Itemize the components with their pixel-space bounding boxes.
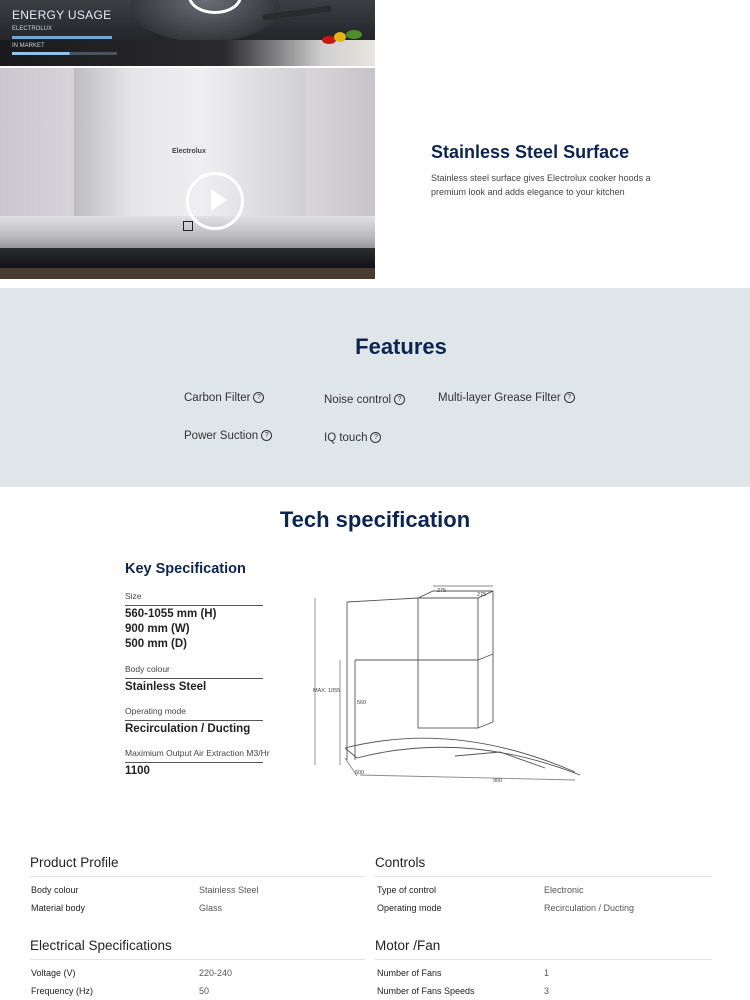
size-depth-value: 500 mm (D) [125, 638, 187, 650]
spec-label: Frequency (Hz) [31, 986, 94, 996]
max-output-label: Maximium Output Air Extraction M3/Hr [125, 748, 270, 758]
motor-fan-title: Motor /Fan [375, 938, 441, 953]
divider [125, 678, 263, 679]
spec-value: 220-240 [199, 968, 233, 978]
controls-title: Controls [375, 855, 426, 870]
divider [125, 720, 263, 721]
feature-label: Carbon Filter [184, 392, 251, 404]
tech-spec-title: Tech specification [279, 507, 471, 532]
stainless-steel-video[interactable] [0, 68, 375, 279]
energy-usage-video[interactable] [0, 0, 375, 66]
spec-value: Electronic [544, 885, 584, 895]
feature-carbon-filter [184, 392, 264, 404]
spec-label: Body colour [31, 885, 79, 895]
spec-label: Material body [31, 903, 86, 913]
stainless-steel-title: Stainless Steel Surface [431, 142, 630, 162]
divider [125, 605, 263, 606]
feature-grease-filter [438, 392, 575, 404]
spec-value: 1 [544, 968, 550, 978]
chimney-lower-outline [418, 660, 478, 728]
features-section [0, 288, 750, 487]
body-colour-value: Stainless Steel [125, 681, 207, 693]
spec-label: Type of control [377, 885, 437, 895]
operating-mode-label: Operating mode [125, 706, 186, 716]
energy-brand-bar [12, 36, 112, 39]
electrical-specifications-title: Electrical Specifications [30, 938, 172, 953]
key-spec-title: Key Specification [125, 561, 246, 577]
size-height-value: 560-1055 mm (H) [125, 608, 217, 620]
spec-value: Recirculation / Ducting [544, 903, 635, 913]
hood-dimension-drawing [305, 580, 590, 785]
help-icon[interactable]: ? [370, 432, 381, 443]
electrolux-logo-icon [183, 221, 193, 231]
dimension-top-right-label: 275 [477, 592, 487, 598]
feature-label: IQ touch [324, 432, 368, 444]
operating-mode-value: Recirculation / Ducting [125, 723, 251, 735]
spec-value: Stainless Steel [199, 885, 259, 895]
divider [30, 876, 365, 877]
spec-label: Number of Fans Speeds [377, 986, 475, 996]
product-profile-title: Product Profile [30, 855, 119, 870]
max-output-value: 1100 [125, 765, 150, 777]
feature-label: Noise control [324, 394, 392, 406]
play-icon[interactable] [186, 172, 244, 230]
energy-market-bar [12, 52, 117, 55]
dimension-mid-height-label: 560 [357, 700, 367, 706]
dimension-top-left-label: 275 [437, 588, 447, 594]
help-icon[interactable]: ? [394, 394, 405, 405]
vegetables-image [318, 28, 368, 52]
stainless-steel-description: Stainless steel surface gives Electrolux cooker hoods a premium look and adds elegance to your kitchen [431, 173, 651, 197]
energy-usage-title: ENERGY USAGE [12, 8, 112, 22]
spec-label: Operating mode [377, 903, 442, 913]
size-width-value: 900 mm (W) [125, 623, 190, 635]
dimension-depth-label: 500 [355, 770, 365, 776]
help-icon[interactable]: ? [253, 392, 264, 403]
feature-label: Multi-layer Grease Filter [438, 392, 561, 404]
energy-market-label: IN MARKET [12, 43, 45, 49]
hood-glass-panel-image [0, 248, 375, 268]
body-colour-label: Body colour [125, 664, 170, 674]
divider [30, 959, 365, 960]
feature-iq-touch [324, 432, 381, 444]
size-label: Size [125, 591, 142, 601]
divider [125, 762, 263, 763]
energy-brand-label: ELECTROLUX [12, 26, 53, 32]
spec-value: 3 [544, 986, 550, 996]
help-icon[interactable]: ? [564, 392, 575, 403]
feature-label: Power Suction [184, 430, 259, 442]
feature-power-suction [184, 430, 272, 442]
spec-value: Glass [199, 903, 223, 913]
divider [375, 959, 712, 960]
canopy-outline [345, 738, 575, 772]
dimension-width-label: 900 [493, 778, 503, 784]
divider [375, 876, 712, 877]
spec-label: Number of Fans [377, 968, 442, 978]
hood-brand-text: Electrolux [172, 148, 206, 155]
features-title: Features [355, 334, 447, 359]
chimney-upper-outline [418, 598, 478, 660]
help-icon[interactable]: ? [261, 430, 272, 441]
spec-label: Voltage (V) [31, 968, 76, 978]
dimension-max-height-label: MAX. 1055 [313, 688, 341, 694]
spec-value: 50 [199, 986, 210, 996]
cabinet-image [0, 268, 375, 279]
feature-noise-control [324, 394, 405, 406]
